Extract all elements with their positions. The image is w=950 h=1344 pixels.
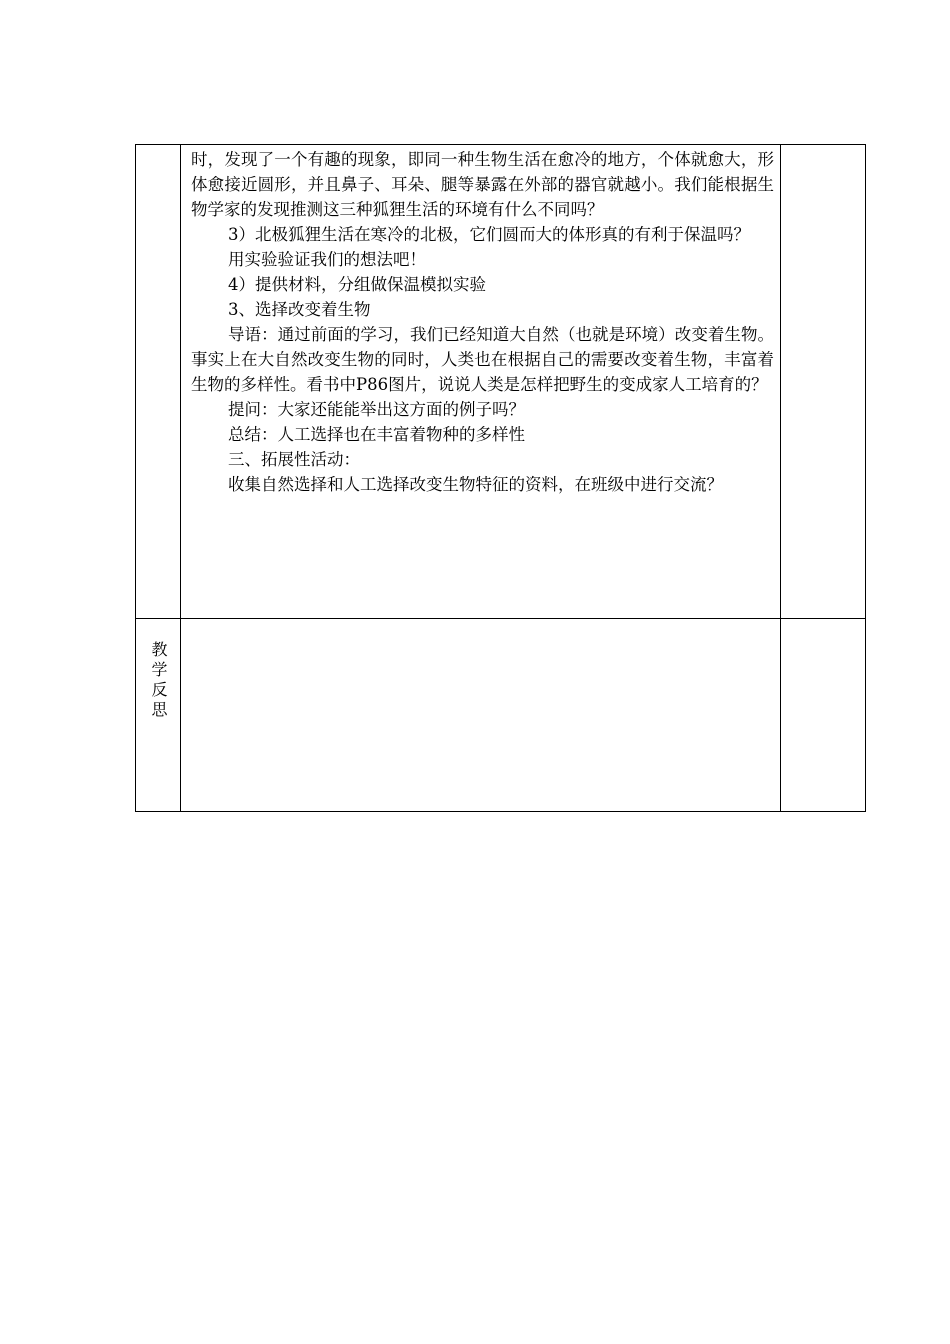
lesson-plan-table — [135, 144, 866, 812]
content-paragraph: 3、选择改变着生物 — [228, 300, 371, 319]
reflection-label: 教学反思 — [149, 641, 168, 721]
reflection-notes-cell — [781, 619, 866, 812]
content-paragraph: 三、拓展性活动： — [228, 450, 360, 469]
teaching-process-row — [136, 145, 866, 619]
content-paragraph: 总结：人工选择也在丰富着物种的多样性 — [228, 425, 525, 444]
content-paragraph: 提问：大家还能能举出这方面的例子吗？ — [228, 400, 525, 419]
content-paragraph: 收集自然选择和人工选择改变生物特征的资料，在班级中进行交流？ — [228, 475, 723, 494]
content-paragraph: 用实验验证我们的想法吧！ — [228, 250, 426, 269]
teaching-reflection-row — [136, 619, 866, 812]
content-paragraph: 4）提供材料，分组做保温模拟实验 — [228, 275, 486, 294]
content-paragraph: 3）北极狐狸生活在寒冷的北极，它们圆而大的体形真的有利于保温吗？ — [228, 225, 750, 244]
notes-cell — [781, 145, 866, 619]
content-paragraph: 时，发现了一个有趣的现象，即同一种生物生活在愈冷的地方，个体就愈大，形体愈接近圆形，并且鼻子、耳朵、腿等暴露在外部的器官就越小。我们能根据生物学家的发现推测这三种狐狸生活的环境有什么不同吗？ — [191, 150, 774, 219]
row-label-cell — [136, 145, 181, 619]
reflection-label-cell — [136, 619, 181, 812]
reflection-content-cell — [181, 619, 781, 812]
content-paragraph: 导语：通过前面的学习，我们已经知道大自然（也就是环境）改变着生物。事实上在大自然改变生物的同时，人类也在根据自己的需要改变着生物，丰富着生物的多样性。看书中P86图片，说说人类是怎样把野生的变成家人工培育的？ — [191, 325, 774, 394]
teaching-content-cell — [181, 145, 781, 619]
